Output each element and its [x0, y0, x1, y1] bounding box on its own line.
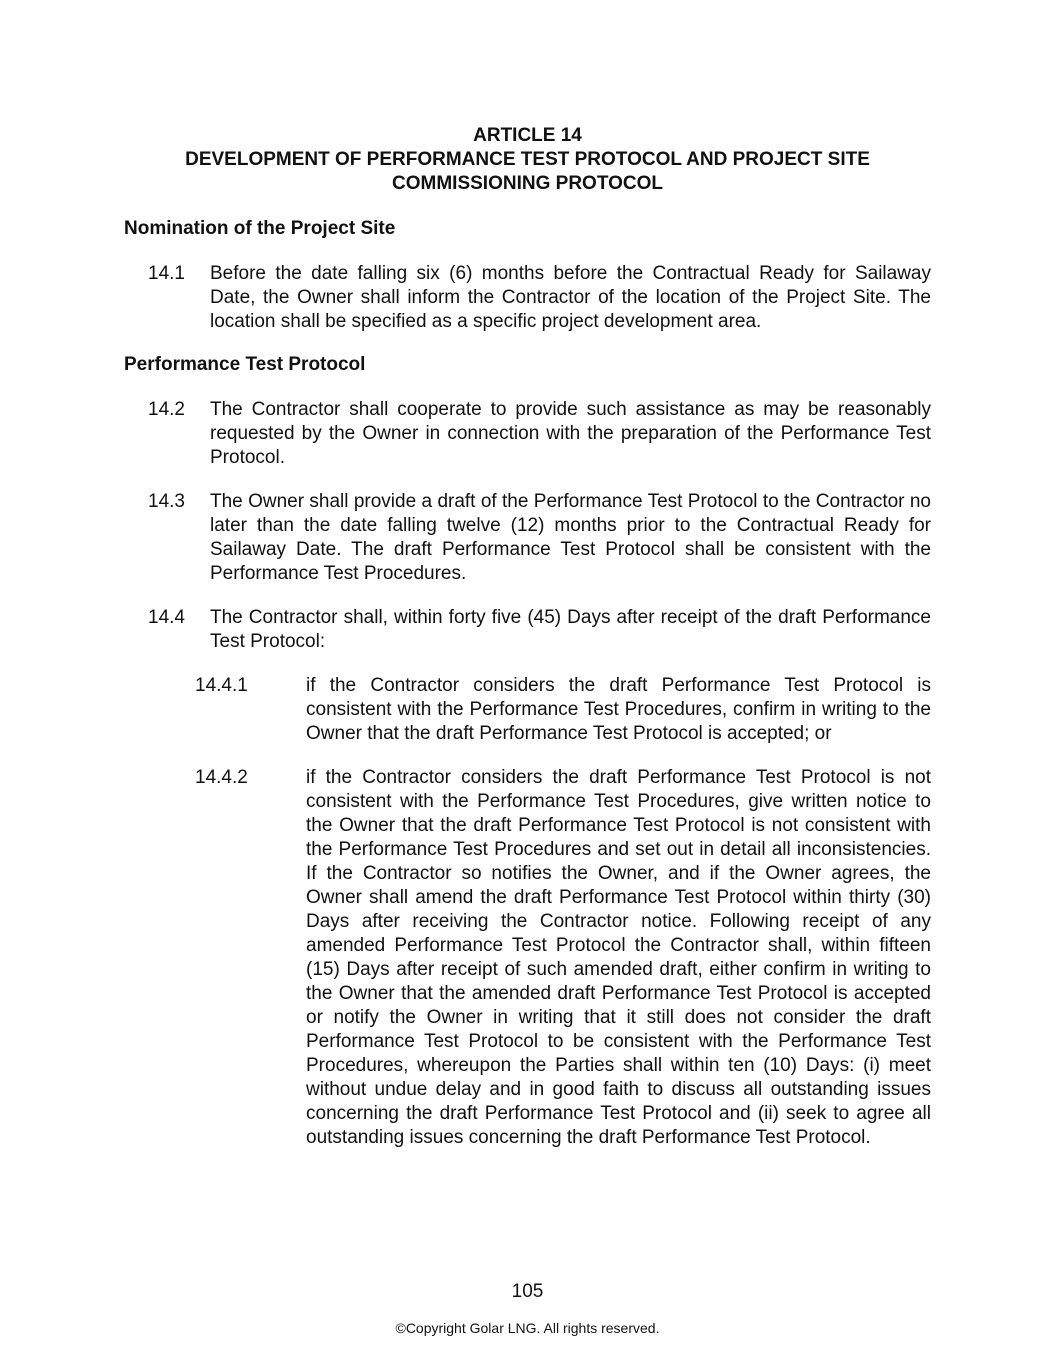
- subclause-14-4-1: [195, 674, 931, 746]
- clause-text: Before the date falling six (6) months before the Contractual Ready for Sailaway Date, the Owner shall inform the Contractor of the location of the Project Site. The location shall be specified as a specific project development area.: [210, 263, 931, 332]
- clause-text: The Contractor shall cooperate to provide such assistance as may be reasonably requested by the Owner in connection with the preparation of the Performance Test Protocol.: [210, 399, 931, 468]
- article-header: [124, 124, 931, 196]
- copyright-notice: ©Copyright Golar LNG. All rights reserved.: [395, 1320, 660, 1336]
- article-title-line-2: COMMISSIONING PROTOCOL: [392, 173, 663, 194]
- clause-number: 14.2: [148, 399, 185, 420]
- article-number: ARTICLE 14: [473, 125, 582, 146]
- subclause-number: 14.4.1: [195, 675, 248, 696]
- clause-number: 14.4: [148, 607, 185, 628]
- clause-number: 14.3: [148, 491, 185, 512]
- subclause-number: 14.4.2: [195, 767, 248, 788]
- subclause-14-4-2: [195, 766, 931, 1150]
- page-number: 105: [511, 1281, 544, 1302]
- subclause-text: if the Contractor considers the draft Performance Test Protocol is consistent with the Performance Test Procedures, confirm in writing to the Owner that the draft Performance Test Protocol is accepted; or: [306, 675, 931, 744]
- clause-14-3: [148, 490, 931, 586]
- clause-number: 14.1: [148, 263, 185, 284]
- clause-text: The Contractor shall, within forty five (45) Days after receipt of the draft Performance Test Protocol:: [210, 607, 931, 652]
- clause-text: The Owner shall provide a draft of the Performance Test Protocol to the Contractor no later than the date falling twelve (12) months prior to the Contractual Ready for Sailaway Date. The draft Performance Test Protocol shall be consistent with the Performance Test Procedures.: [210, 491, 931, 584]
- clause-14-2: [148, 398, 931, 470]
- article-title-line-1: DEVELOPMENT OF PERFORMANCE TEST PROTOCOL AND PROJECT SITE: [185, 149, 870, 170]
- section-heading-project-site: Nomination of the Project Site: [124, 218, 396, 239]
- subclause-text: if the Contractor considers the draft Performance Test Protocol is not consistent with the Performance Test Procedures, give written notice to the Owner that the draft Performance Test Protocol is not consistent with the Performance Test Procedures and set out in detail all inconsistencies. If the Contractor so notifies the Owner, and if the Owner agrees, the Owner shall amend the draft Performance Test Protocol within thirty (30) Days after receiving the Contractor notice. Following receipt of any amended Performance Test Protocol the Contractor shall, within fifteen (15) Days after receipt of such amended draft, either confirm in writing to the Owner that the amended draft Performance Test Protocol is accepted or notify the Owner in writing that it still does not consider the draft Performance Test Protocol to be consistent with the Performance Test Procedures, whereupon the Parties shall within ten (10) Days: (i) meet without undue delay and in good faith to discuss all outstanding issues concerning the draft Performance Test Protocol and (ii) seek to agree all outstanding issues concerning the draft Performance Test Protocol.: [306, 767, 931, 1148]
- clause-14-1: [148, 262, 931, 334]
- section-heading-performance-test-protocol: Performance Test Protocol: [124, 354, 366, 375]
- clause-14-4: [148, 606, 931, 654]
